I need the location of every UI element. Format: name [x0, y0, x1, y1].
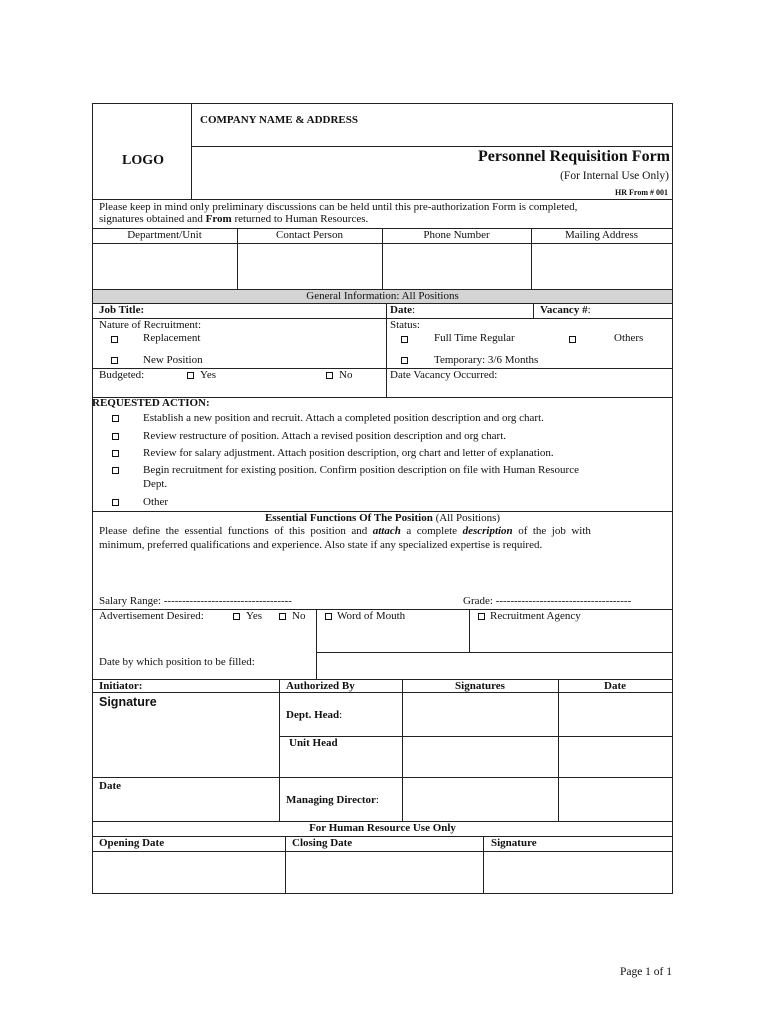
budgeted-label: Budgeted: — [99, 369, 145, 381]
date-header: Date — [604, 680, 626, 692]
action-establish-checkbox[interactable] — [112, 415, 119, 422]
temporary-label: Temporary: 3/6 Months — [434, 354, 539, 366]
recruitment-agency-checkbox[interactable] — [478, 613, 485, 620]
advertisement-desired-label: Advertisement Desired: — [99, 610, 204, 622]
vacancy-label: Vacancy #: — [540, 304, 591, 316]
essential-functions-para-1: Please define the essential functions of this position and attach a complete description of the job with — [99, 525, 591, 537]
action-restructure-checkbox[interactable] — [112, 433, 119, 440]
closing-date-field[interactable] — [286, 852, 483, 893]
replacement-checkbox[interactable] — [111, 336, 118, 343]
action-recruitment-label-cont: Dept. — [143, 478, 168, 490]
status-label: Status: — [390, 319, 420, 331]
advert-no-label: No — [292, 610, 306, 622]
action-recruitment-label: Begin recruitment for existing position. Confirm position description on file with Human Resource — [143, 464, 579, 476]
job-title-field[interactable] — [160, 304, 384, 317]
word-of-mouth-label: Word of Mouth — [337, 610, 406, 622]
essential-functions-field[interactable] — [99, 554, 669, 594]
recruitment-agency-label: Recruitment Agency — [490, 610, 581, 622]
phone-number-field[interactable] — [383, 244, 531, 289]
others-label: Others — [614, 332, 644, 344]
unit-head-signature-field[interactable] — [403, 737, 558, 821]
logo-placeholder: LOGO — [121, 153, 164, 168]
opening-date-header: Opening Date — [99, 837, 165, 849]
action-recruitment-checkbox[interactable] — [112, 467, 119, 474]
others-checkbox[interactable] — [569, 336, 576, 343]
essential-functions-para-2: minimum, preferred qualifications and experience. Also state if any specialized expertise is required. — [99, 539, 543, 551]
temporary-checkbox[interactable] — [401, 357, 408, 364]
contact-person-field[interactable] — [238, 244, 382, 289]
budgeted-no-checkbox[interactable] — [326, 372, 333, 379]
date-to-be-filled-label: Date by which position to be filled: — [99, 656, 255, 668]
advert-yes-checkbox[interactable] — [233, 613, 240, 620]
hr-signature-field[interactable] — [484, 852, 672, 893]
unit-head-label: Unit Head — [289, 737, 338, 749]
new-position-label: New Position — [143, 354, 203, 366]
form-number: HR From # 001 — [615, 188, 668, 197]
initiator-date-label: Date — [99, 780, 121, 792]
action-other-checkbox[interactable] — [112, 499, 119, 506]
budgeted-yes-label: Yes — [200, 369, 217, 381]
department-unit-field[interactable] — [93, 244, 237, 289]
budgeted-yes-checkbox[interactable] — [187, 372, 194, 379]
date-label: Date: — [390, 304, 416, 316]
col-mailing-address: Mailing Address — [564, 229, 639, 241]
unit-head-date-field[interactable] — [559, 737, 672, 821]
salary-range-label: Salary Range: ----------------------------------- — [99, 595, 292, 607]
date-to-be-filled-field[interactable] — [317, 653, 672, 679]
opening-date-field[interactable] — [93, 852, 285, 893]
authorized-by-header: Authorized By — [286, 680, 355, 692]
dept-head-signature-field[interactable] — [403, 693, 558, 736]
signatures-header: Signatures — [455, 680, 505, 692]
replacement-label: Replacement — [143, 332, 201, 344]
action-salary-label: Review for salary adjustment. Attach position description, org chart and letter of explanation. — [143, 447, 554, 459]
advert-yes-label: Yes — [246, 610, 263, 622]
col-contact-person: Contact Person — [276, 229, 343, 241]
col-department-unit: Department/Unit — [127, 229, 202, 241]
hr-signature-header: Signature — [491, 837, 537, 849]
col-phone-number: Phone Number — [423, 229, 490, 241]
general-info-heading: General Information: All Positions — [306, 290, 459, 302]
nature-of-recruitment-label: Nature of Recruitment: — [99, 319, 202, 331]
form-subtitle: (For Internal Use Only) — [560, 170, 669, 182]
dept-head-date-field[interactable] — [559, 693, 672, 736]
date-vacancy-occurred-label: Date Vacancy Occurred: — [390, 369, 498, 381]
initiator-signature-label: Signature — [99, 695, 157, 709]
managing-director-label: Managing Director: — [286, 794, 379, 806]
budgeted-no-label: No — [339, 369, 353, 381]
instructions-line-2: signatures obtained and From returned to Human Resources. — [99, 213, 369, 225]
hr-use-only-heading: For Human Resource Use Only — [309, 822, 456, 834]
word-of-mouth-checkbox[interactable] — [325, 613, 332, 620]
initiator-label: Initiator: — [99, 680, 143, 692]
new-position-checkbox[interactable] — [111, 357, 118, 364]
action-restructure-label: Review restructure of position. Attach a revised position description and org chart. — [143, 430, 507, 442]
grade-label: Grade: ------------------------------------- — [463, 595, 632, 607]
form-title: Personnel Requisition Form — [478, 148, 670, 165]
essential-functions-heading: Essential Functions Of The Position (All Positions) — [264, 512, 501, 524]
full-time-regular-checkbox[interactable] — [401, 336, 408, 343]
page-number: Page 1 of 1 — [619, 966, 672, 978]
action-other-label: Other — [143, 496, 169, 508]
advert-no-checkbox[interactable] — [279, 613, 286, 620]
action-establish-label: Establish a new position and recruit. Attach a completed position description and org chart. — [143, 412, 544, 424]
action-salary-checkbox[interactable] — [112, 450, 119, 457]
closing-date-header: Closing Date — [292, 837, 353, 849]
instructions-line-1: Please keep in mind only preliminary discussions can be held until this pre-authorization Form is completed, — [99, 201, 578, 213]
full-time-regular-label: Full Time Regular — [434, 332, 515, 344]
mailing-address-field[interactable] — [532, 244, 672, 289]
requested-action-heading: REQUESTED ACTION: — [92, 397, 210, 409]
company-name-address: COMPANY NAME & ADDRESS — [200, 114, 358, 126]
dept-head-label: Dept. Head: — [286, 709, 343, 721]
job-title-label: Job Title: — [99, 304, 145, 316]
